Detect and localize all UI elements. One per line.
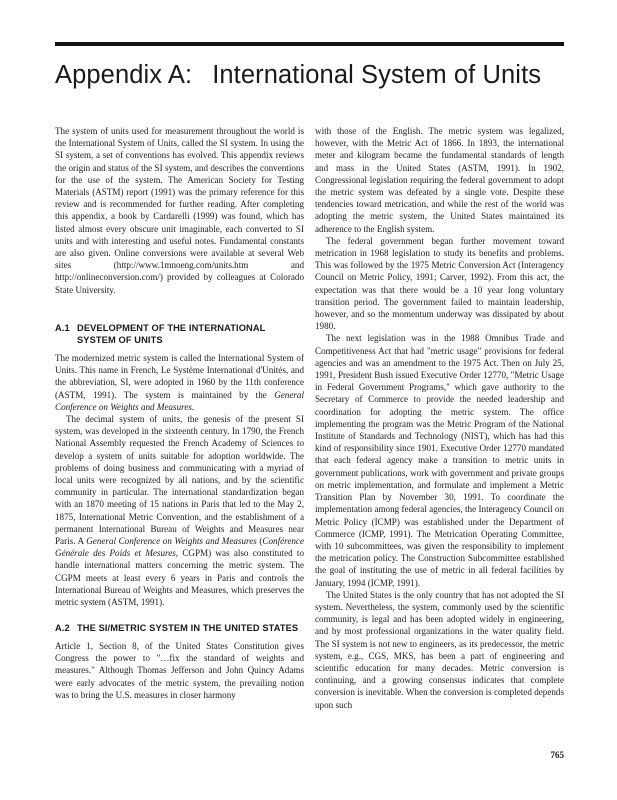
- a1-p2-a: The decimal system of units, the genesis of the present SI system, was developed in the sixteenth century. In 1790, the French National Assembly requested the French Academy of Sciences to develop a system of units suitable for adoption worldwide. The problems of doing business and communicating with a myriad of local units were recognized by all nations, and by the scientific community in particular. The international standardization began with an 1870 meeting of 15 nations in Paris that led to the May 2, 1875, International Metric Convention, and the establishment of a permanent International Bureau of Weights and Measures near Paris. A: [55, 414, 304, 547]
- a1-p2-italic-1: General Conference on Weights and Measures: [86, 536, 257, 547]
- header-rule: [55, 42, 564, 46]
- a1-p2-b: (: [256, 536, 263, 547]
- section-a2-title: THE SI/METRIC SYSTEM IN THE UNITED STATES: [77, 623, 299, 634]
- a1-p1-italic: General Conference on Weights and Measures: [55, 389, 304, 412]
- a1-p1-end: .: [191, 401, 195, 412]
- right-paragraph-3: The next legislation was in the 1988 Omnibus Trade and Competitiveness Act that had "metric usage" provisions for federal agencies and was an amendment to the 1975 Act. Then on July 25, 1991, President Bush issued Executive Order 12770, "Metric Usage in Federal Government Programs," which gave authority to the Secretary of Commerce to provide the needed leadership and coordination for adopting the metric system. The office implementing the program was the Metric Program of the National Institute of Standards and Technology (NIST), which has had this kind of responsibility since 1901. Executive Order 12770 mandated that each federal agency make a transition to metric units in government publications, work with government and private groups on metric implementation, and formulate and implement a Metric Transition Plan by November 30, 1991. To coordinate the implementation among federal agencies, the Interagency Council on Metric Policy (ICMP) was established under the Department of Commerce (ICMP, 1991). The Metrication Operating Committee, with 10 subcommittees, was given the responsibility to implement the metrication policy. The Construction Subcommittee established the goal of instituting the use of metric in all federal facilities by January, 1994 (ICMP, 1991).: [315, 333, 564, 588]
- a1-p1-text: The modernized metric system is called the International System of Units. This name in French, Le Système International d'Unités, and the abbreviation, SI, were adopted in 1960 by the 11th conference (ASTM, 1991). The system is maintained by the: [55, 353, 304, 400]
- page-number: 765: [550, 750, 564, 760]
- page-title: [55, 61, 575, 90]
- right-column: [315, 125, 564, 711]
- section-a2-number: A.2: [55, 623, 70, 634]
- right-paragraph-2: The federal government began further movement toward metrication in 1968 legislation to study its benefits and problems. This was followed by the 1975 Metric Conversion Act (Interagency Council on Metric Policy, 1991; Carver, 1992). From this act, the expectation was that there would be a 10 year long voluntary transition period. The government failed to maintain leadership, however, and so the momentum underway was dissipated by about 1980.: [315, 235, 564, 332]
- section-a1-title: DEVELOPMENT OF THE INTERNATIONAL SYSTEM OF UNITS: [77, 322, 266, 346]
- section-a1-paragraph-1: [55, 352, 304, 413]
- right-paragraph-4: The United States is the only country that has not adopted the SI system. Nevertheless, the system, commonly used by the scientific community, is legal and has been adopted widely in engineering, and by most professional organizations in the water quality field. The SI system is not new to engineers, as its predecessor, the metric system, e.g., CGS, MKS, has been a part of engineering and scientific education for many decades. Metric conversion is continuing, and a growing consensus indicates that complete conversion is inevitable. When the conversion is completed depends upon such: [315, 589, 564, 710]
- left-column: [55, 125, 304, 701]
- section-a2-paragraph-1: Article 1, Section 8, of the United States Constitution gives Congress the power to "…fix the standard of weights and measures." Although Thomas Jefferson and John Quincy Adams were early advocates of the metric system, the prevailing notion was to bring the U.S. measures in closer harmony: [55, 640, 304, 700]
- title-text: International System of Units: [212, 61, 542, 89]
- a1-p2-italic-2: Conférence Générale des Poids et Mesures: [55, 536, 304, 559]
- intro-paragraph: The system of units used for measurement throughout the world is the International System of Units, called the SI system. In using the SI system, a set of conventions has evolved. This appendix reviews the origin and status of the SI system, and describes the conventions for the use of the system. The American Society for Testing Materials (ASTM) report (1991) was the primary reference for this review and is recommended for further reading. After completing this appendix, a book by Cardarelli (1999) was found, which has listed almost every obscure unit imaginable, each converted to SI units and with interesting and useful notes. Fundamental constants are also given. Online conversions were available at several Web sites (http://www.1mnoeng.com/units.htm and http://onlineconversion.com/) provided by colleagues at Colorado State University.: [55, 126, 304, 295]
- title-appendix-label: Appendix A:: [55, 61, 193, 89]
- section-a1-paragraph-2: [55, 413, 304, 608]
- section-a1-number: A.1: [55, 322, 70, 333]
- section-a1-heading: [55, 322, 304, 347]
- section-a2-heading: [55, 622, 304, 635]
- a1-p2-c: , CGPM) was also constituted to handle international matters concerning the metric system. The CGPM meets at least every 6 years in Paris and controls the International Bureau of Weights and Measures, which preserves the metric system (ASTM, 1991).: [55, 548, 304, 608]
- right-paragraph-1: with those of the English. The metric system was legalized, however, with the Metric Act of 1866. In 1893, the international meter and kilogram became the fundamental standards of length and mass in the United States (ASTM, 1991). In 1902, Congressional legislation requiring the federal government to adopt the metric system was defeated by a single vote. Despite these tendencies toward metrication, and while the rest of the world was adopting the metric system, the United States maintained its adherence to the English system.: [315, 126, 564, 234]
